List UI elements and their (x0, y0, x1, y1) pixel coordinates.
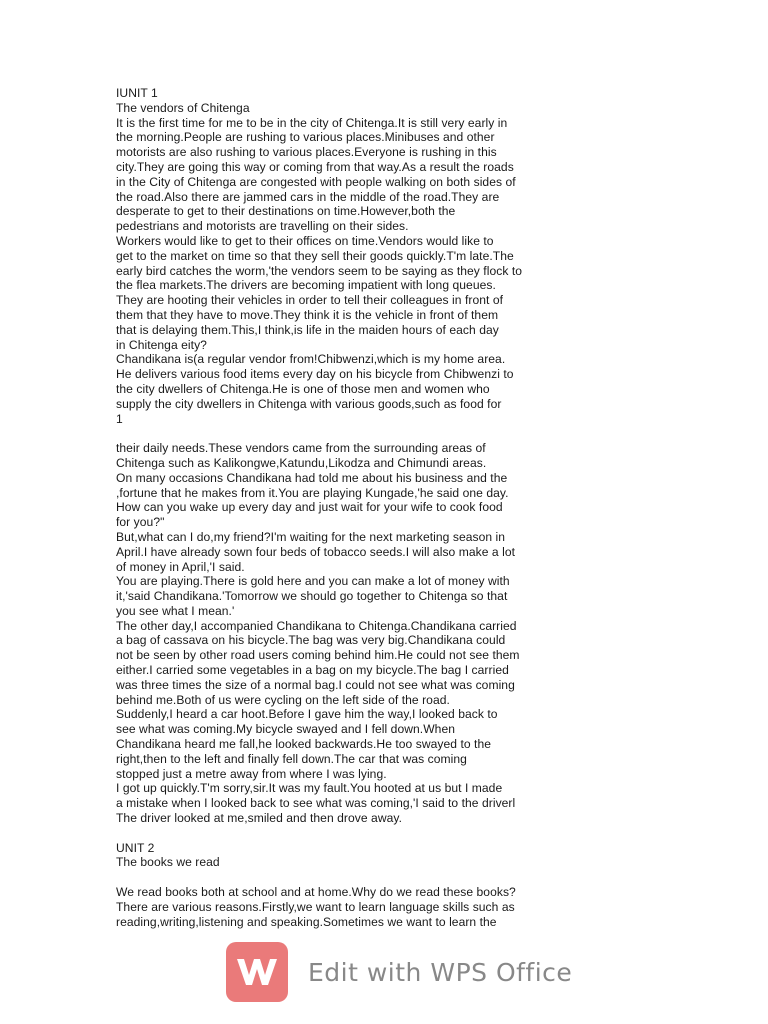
text-line (116, 826, 556, 841)
text-line: in Chitenga eity? (116, 337, 207, 352)
text-line: get to the market on time so that they sell their goods quickly.T'm late.The (116, 248, 514, 263)
text-line: Chandikana is(a regular vendor from!Chibwenzi,which is my home area. (116, 352, 506, 367)
text-line: The driver looked at me,smiled and then drove away. (116, 811, 403, 826)
text-line: behind me.Both of us were cycling on the left side of the road. (116, 692, 450, 707)
wps-logo-icon (226, 942, 288, 1002)
text-line: 1 (116, 411, 123, 426)
text-line: of money in April,'I said. (116, 559, 245, 574)
text-line: There are various reasons.Firstly,we want to learn language skills such as (116, 899, 515, 914)
text-line: you see what I mean.' (116, 603, 235, 618)
text-line: reading,writing,listening and speaking.Sometimes we want to learn the (116, 914, 497, 929)
text-line: The books we read (116, 855, 220, 870)
text-line: stopped just a metre away from where I was lying. (116, 766, 387, 781)
text-line: Chandikana heard me fall,he looked backwards.He too swayed to the (116, 737, 492, 752)
text-line (116, 870, 556, 885)
text-line: How can you wake up every day and just wait for your wife to cook food (116, 500, 503, 515)
wps-watermark-text: Edit with WPS Office (308, 957, 573, 987)
text-line: On many occasions Chandikana had told me about his business and the (116, 470, 508, 485)
text-line: early bird catches the worm,'the vendors seem to be saying as they flock to (116, 263, 523, 278)
text-line: them that they have to move.They think it is the vehicle in front of them (116, 307, 499, 322)
text-line: We read books both at school and at home.Why do we read these books? (116, 885, 516, 900)
text-line: their daily needs.These vendors came from the surrounding areas of (116, 441, 486, 456)
text-line: was three times the size of a normal bag.I could not see what was coming (116, 677, 515, 692)
text-line: They are hooting their vehicles in order to tell their colleagues in front of (116, 293, 504, 308)
text-line: see what was coming.My bicycle swayed and I fell down.When (116, 722, 455, 737)
text-line: city.They are going this way or coming from that way.As a result the roads (116, 159, 514, 174)
text-line (116, 426, 556, 441)
text-line: The vendors of Chitenga (116, 100, 250, 115)
text-line: right,then to the left and finally fell down.The car that was coming (116, 751, 467, 766)
text-line: the city dwellers of Chitenga.He is one of those men and women who (116, 381, 490, 396)
text-line: ,fortune that he makes from it.You are playing Kungade,'he said one day. (116, 485, 509, 500)
text-line: motorists are also rushing to various places.Everyone is rushing in this (116, 145, 497, 160)
text-line: The other day,I accompanied Chandikana to Chitenga.Chandikana carried (116, 618, 517, 633)
text-line: Chitenga such as Kalikongwe,Katundu,Likodza and Chimundi areas. (116, 455, 487, 470)
text-line: I got up quickly.T'm sorry,sir.It was my fault.You hooted at us but I made (116, 781, 503, 796)
text-line: a mistake when I looked back to see what was coming,'I said to the driverl (116, 796, 516, 811)
text-line: He delivers various food items every day on his bicycle from Chibwenzi to (116, 367, 514, 382)
text-line: the road.Also there are jammed cars in the middle of the road.They are (116, 189, 500, 204)
wps-watermark[interactable] (226, 941, 572, 1003)
text-line: pedestrians and motorists are travelling on their sides. (116, 219, 409, 234)
text-line: Workers would like to get to their offices on time.Vendors would like to (116, 233, 494, 248)
text-line: not be seen by other road users coming behind him.He could not see them (116, 648, 520, 663)
text-line: April.I have already sown four beds of tobacco seeds.I will also make a lot (116, 544, 516, 559)
text-line: either.I carried some vegetables in a bag on my bicycle.The bag I carried (116, 663, 509, 678)
text-line: desperate to get to their destinations on time.However,both the (116, 204, 456, 219)
text-line: supply the city dwellers in Chitenga with various goods,such as food for (116, 396, 502, 411)
text-line: that is delaying them.This,I think,is life in the maiden hours of each day (116, 322, 499, 337)
text-line: the morning.People are rushing to various places.Minibuses and other (116, 130, 495, 145)
text-line: a bag of cassava on his bicycle.The bag was very big.Chandikana could (116, 633, 506, 648)
text-line: the flea markets.The drivers are becoming impatient with long queues. (116, 278, 496, 293)
document-body (116, 86, 556, 929)
text-line: in the City of Chitenga are congested with people walking on both sides of (116, 174, 516, 189)
text-line: UNIT 2 (116, 840, 155, 855)
text-line: But,what can I do,my friend?I'm waiting for the next marketing season in (116, 529, 506, 544)
text-line: for you?" (116, 515, 165, 530)
text-line: Suddenly,I heard a car hoot.Before I gave him the way,I looked back to (116, 707, 498, 722)
text-line: You are playing.There is gold here and you can make a lot of money with (116, 574, 510, 589)
text-line: it,'said Chandikana.'Tomorrow we should go together to Chitenga so that (116, 589, 508, 604)
text-line: It is the first time for me to be in the city of Chitenga.It is still very early in (116, 115, 508, 130)
text-line: IUNIT 1 (116, 86, 158, 100)
